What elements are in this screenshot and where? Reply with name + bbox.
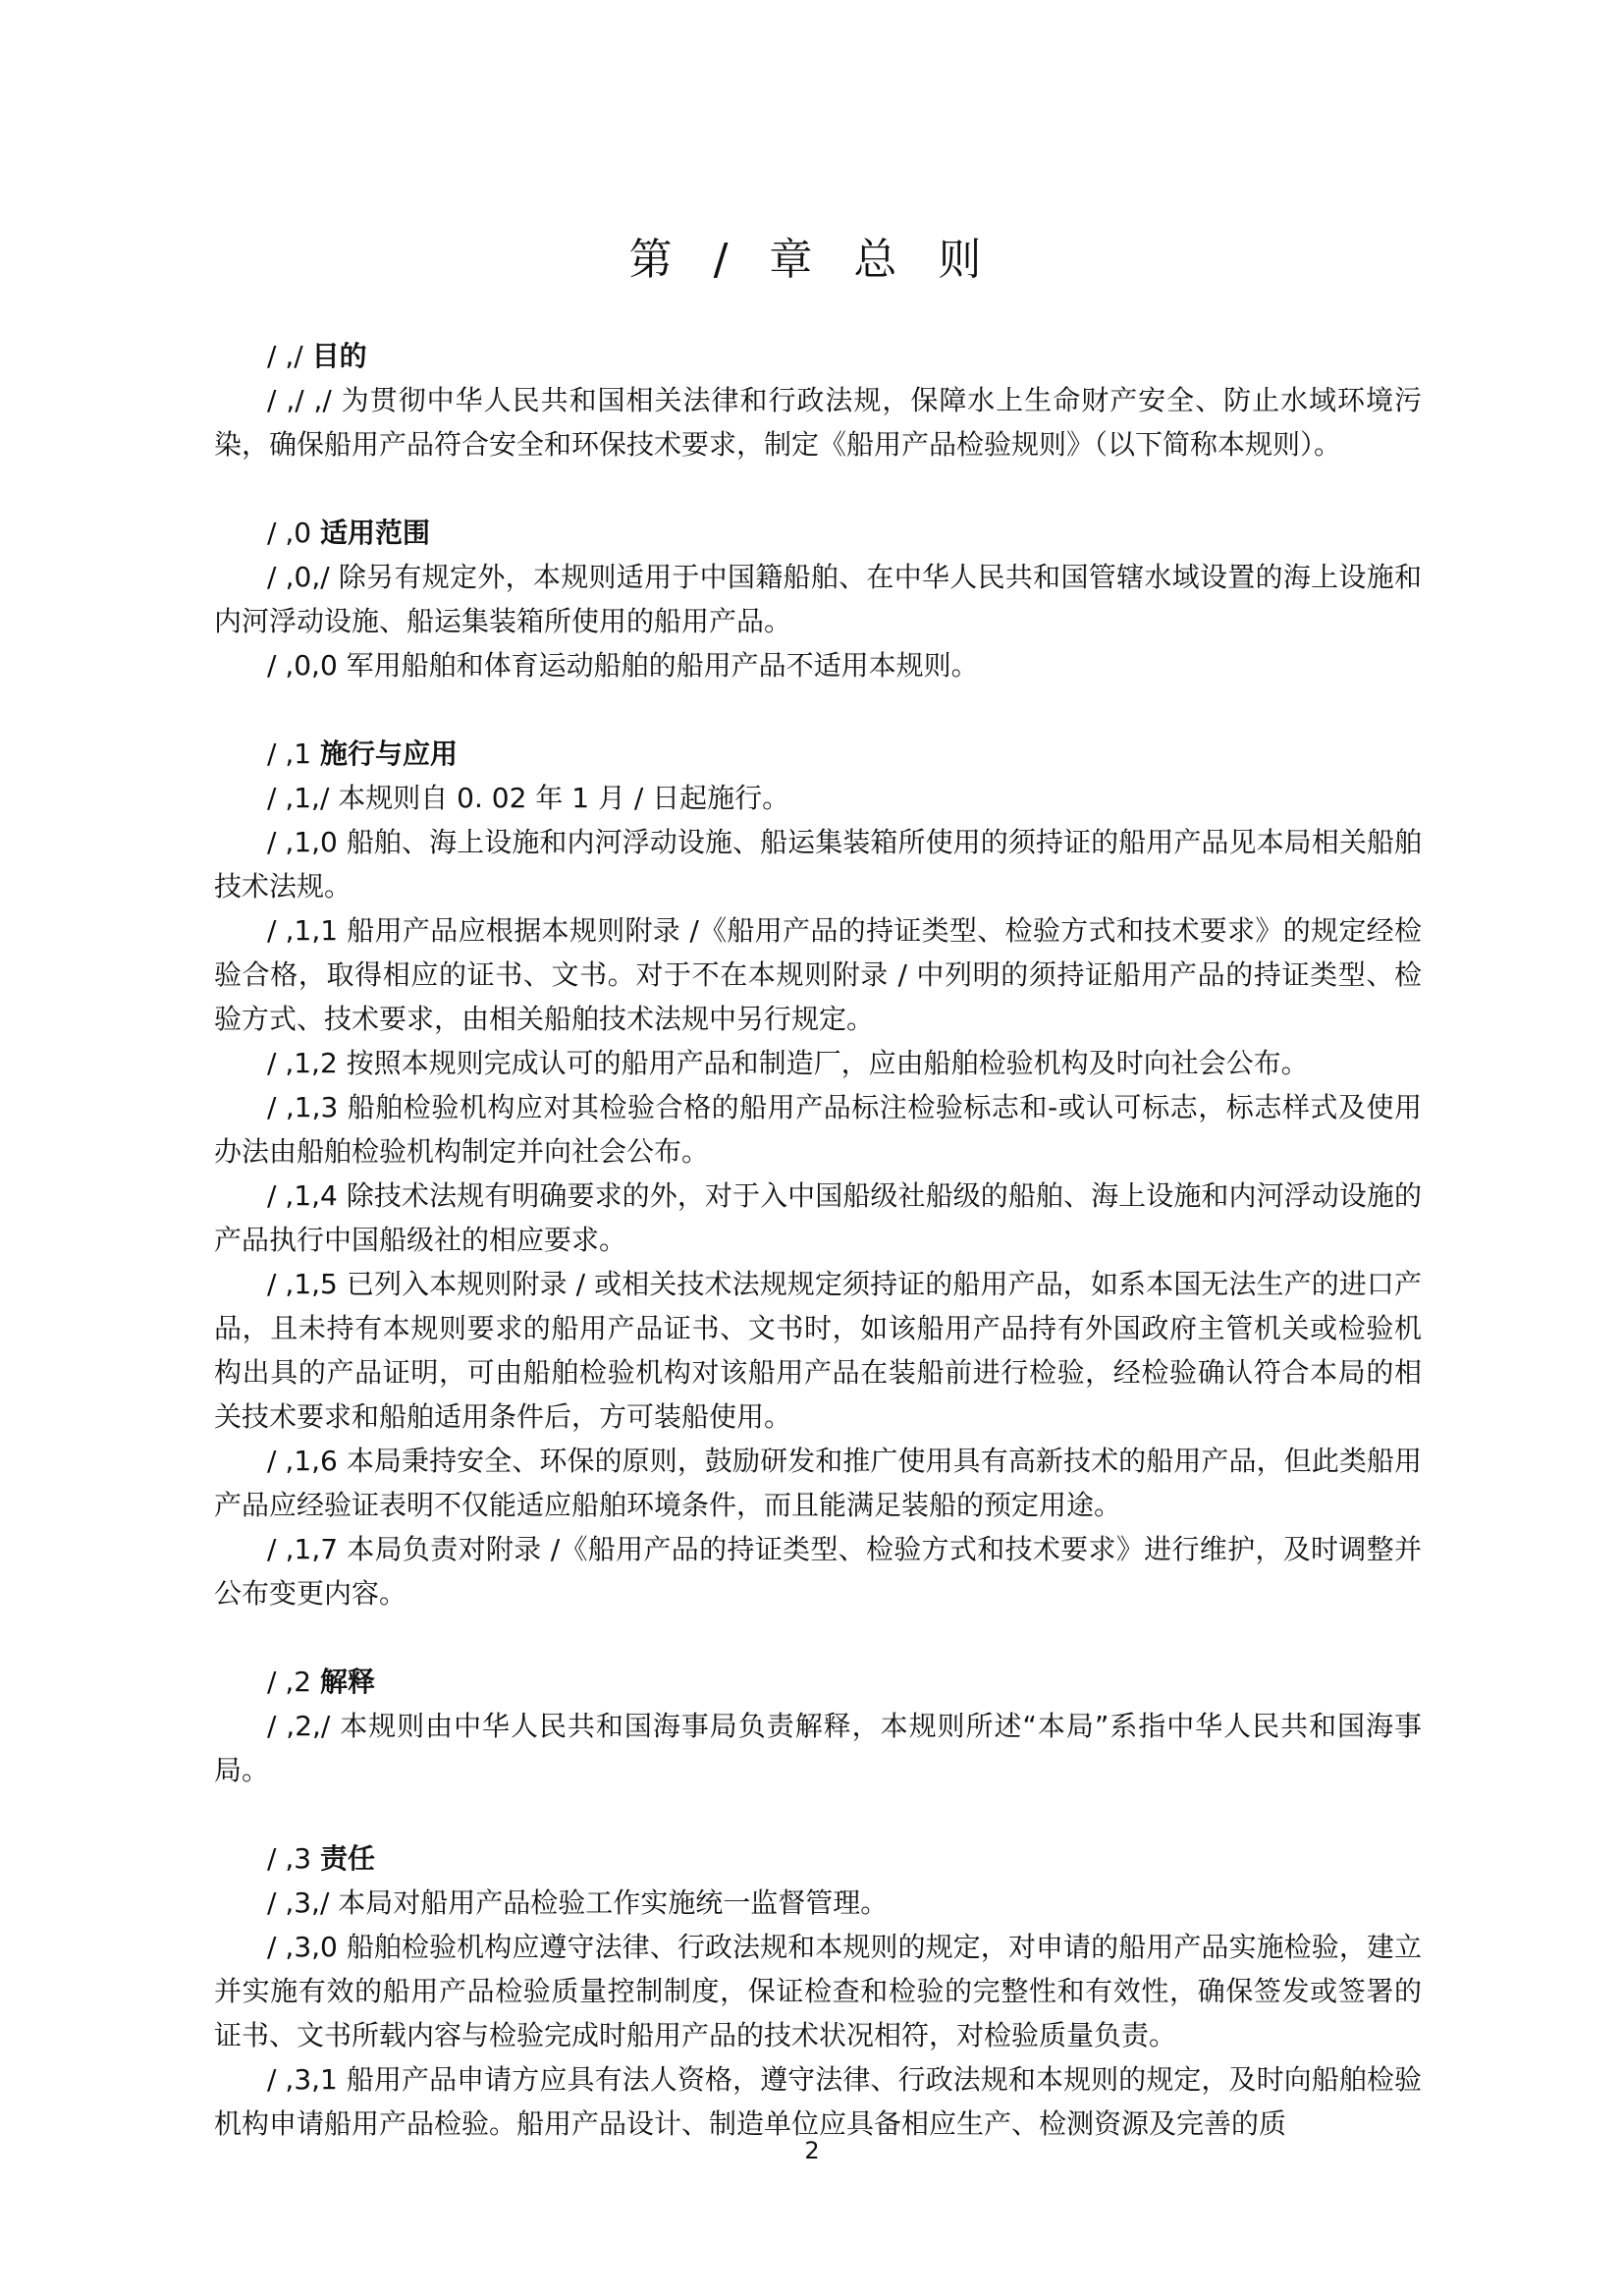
clause-paragraph: / ,/ ,/ 为贯彻中华人民共和国相关法律和行政法规，保障水上生命财产安全、防止水域环境污染，确保船用产品符合安全和环保技术要求，制定《船用产品检验规则》（以下简称本规则）。 (214, 384, 1422, 461)
clause-paragraph: / ,1,4 除技术法规有明确要求的外，对于入中国船级社船级的船舶、海上设施和内河浮动设施的产品执行中国船级社的相应要求。 (214, 1179, 1422, 1256)
clause-paragraph: / ,0,/ 除另有规定外，本规则适用于中国籍船舶、在中华人民共和国管辖水域设置的海上设施和内河浮动设施、船运集装箱所使用的船用产品。 (214, 561, 1422, 637)
section-number: / ,/ (267, 340, 303, 372)
section-number: / ,2 (267, 1666, 312, 1698)
clause-paragraph: / ,1,5 已列入本规则附录 / 或相关技术法规规定须持证的船用产品，如系本国无法生产的进口产品，且未持有本规则要求的船用产品证书、文书时，如该船用产品持有外国政府主管机关或检验机构出具的产品证明，可由船舶检验机构对该船用产品在装船前进行检验，经检验确认符合本局的相关技术要求和船舶适用条件后，方可装船使用。 (214, 1268, 1422, 1433)
section-heading (214, 511, 1422, 555)
section-title: 目的 (311, 340, 367, 372)
clause-paragraph: / ,3,1 船用产品申请方应具有法人资格，遵守法律、行政法规和本规则的规定，及时向船舶检验机构申请船用产品检验。船用产品设计、制造单位应具备相应生产、检测资源及完善的质 (214, 2063, 1422, 2140)
clause-paragraph: / ,1,0 船舶、海上设施和内河浮动设施、船运集装箱所使用的须持证的船用产品见本局相关船舶技术法规。 (214, 826, 1422, 902)
section-heading (214, 732, 1422, 776)
section-number: / ,3 (267, 1842, 312, 1875)
section-number: / ,1 (267, 738, 312, 770)
document-body (214, 334, 1422, 2146)
clause-paragraph: / ,0,0 军用船舶和体育运动船舶的船用产品不适用本规则。 (267, 649, 979, 682)
clause-paragraph: / ,1,3 船舶检验机构应对其检验合格的船用产品标注检验标志和-或认可标志，标志样式及使用办法由船舶检验机构制定并向社会公布。 (214, 1091, 1422, 1168)
section-title: 责任 (319, 1842, 375, 1875)
clause-paragraph: / ,2,/ 本规则由中华人民共和国海事局负责解释，本规则所述“本局”系指中华人民共和国海事局。 (214, 1710, 1422, 1786)
clause-paragraph: / ,1,/ 本规则自 0. 02 年 1 月 / 日起施行。 (267, 782, 790, 814)
section-title: 适用范围 (319, 517, 430, 549)
clause-paragraph: / ,1,7 本局负责对附录 /《船用产品的持证类型、检验方式和技术要求》进行维护，及时调整并公布变更内容。 (214, 1533, 1422, 1610)
section-title: 施行与应用 (319, 738, 458, 770)
clause-paragraph: / ,1,1 船用产品应根据本规则附录 /《船用产品的持证类型、检验方式和技术要求》的规定经检验合格，取得相应的证书、文书。对于不在本规则附录 / 中列明的须持证船用产品的持证类型、检验方式、技术要求，由相关船舶技术法规中另行规定。 (214, 914, 1422, 1035)
section-heading (214, 1836, 1422, 1881)
page-number: 2 (804, 2137, 820, 2164)
clause-paragraph: / ,1,6 本局秉持安全、环保的原则，鼓励研发和推广使用具有高新技术的船用产品，但此类船用产品应经验证表明不仅能适应船舶环境条件，而且能满足装船的预定用途。 (214, 1445, 1422, 1521)
section-number: / ,0 (267, 517, 312, 549)
section-heading (214, 1660, 1422, 1704)
clause-paragraph: / ,3,0 船舶检验机构应遵守法律、行政法规和本规则的规定，对申请的船用产品实施检验，建立并实施有效的船用产品检验质量控制制度，保证检查和检验的完整性和有效性，确保签发或签署的证书、文书所载内容与检验完成时船用产品的技术状况相符，对检验质量负责。 (214, 1931, 1422, 2051)
section-heading (214, 334, 1422, 378)
clause-paragraph: / ,1,2 按照本规则完成认可的船用产品和制造厂，应由船舶检验机构及时向社会公布。 (267, 1047, 1309, 1079)
section-title: 解释 (319, 1666, 375, 1698)
clause-paragraph: / ,3,/ 本局对船用产品检验工作实施统一监督管理。 (267, 1886, 889, 1919)
chapter-title: 第 / 章 总 则 (628, 235, 996, 285)
